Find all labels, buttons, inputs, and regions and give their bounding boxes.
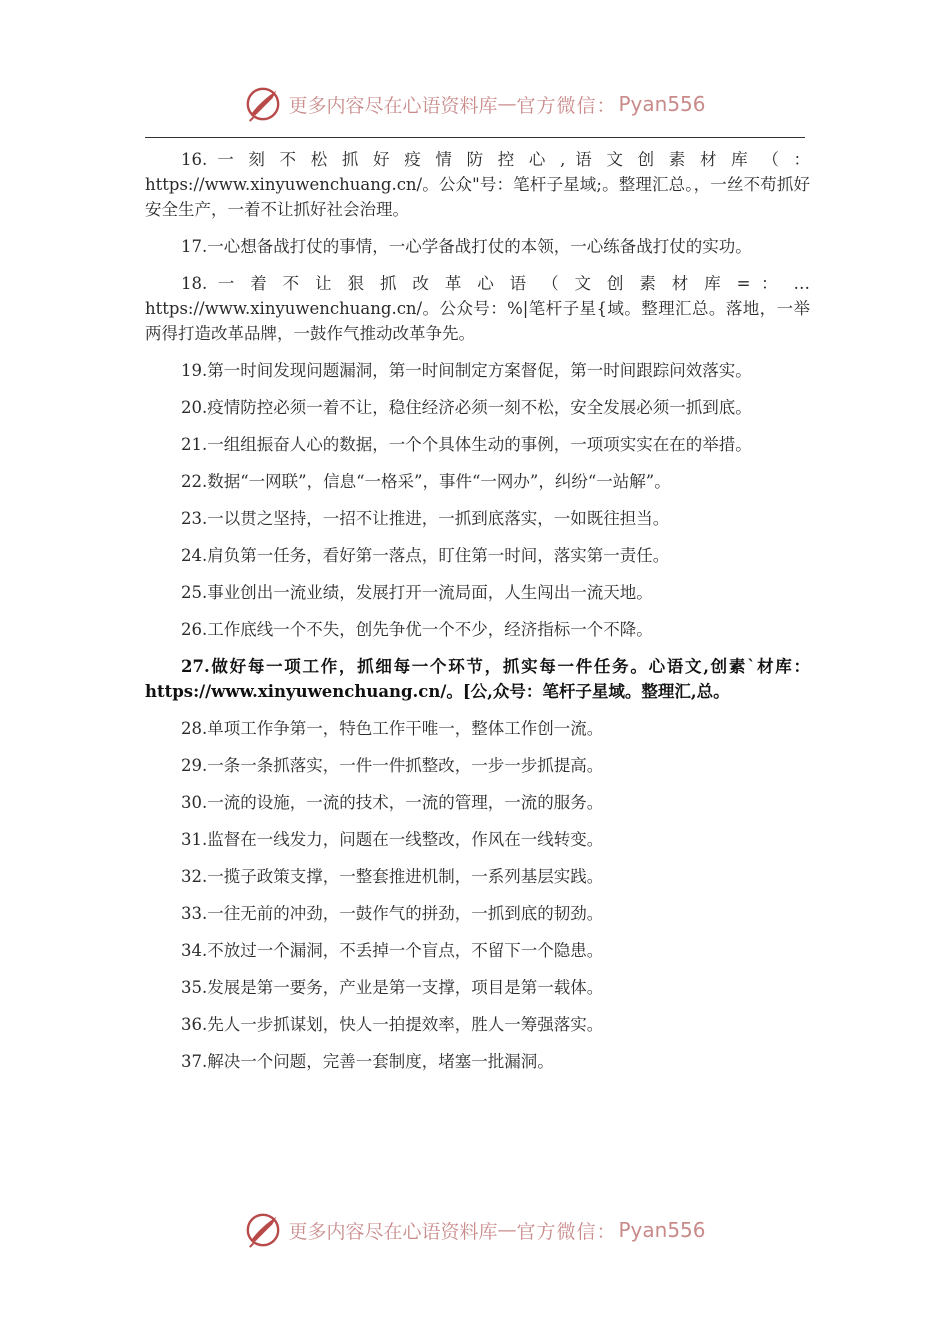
banner-site-text: 更多内容尽在心语资料库 [288, 1220, 498, 1243]
list-item: 20.疫情防控必须一着不让，稳住经济必须一刻不松，安全发展必须一抓到底。 [181, 398, 752, 417]
pen-logo-icon [244, 1211, 282, 1249]
list-item: 18. 一 着 不 让 狠 抓 改 革 心 语 （ 文 创 素 材 库 = ： … https://www.xinyuwenchuang.cn/。公众号：%|笔杆子星{域。整理汇总。落地，一举两得打造改革品牌，一鼓作气推动改革争先。 [145, 274, 810, 343]
list-item: 37.解决一个问题，完善一套制度，堵塞一批漏洞。 [181, 1052, 554, 1071]
list-item: 27.做好每一项工作，抓细每一个环节，抓实每一件任务。心语文,创素`材库：https://www.xinyuwenchuang.cn/。[公,众号：笔杆子星域。整理汇,总。 [145, 657, 810, 701]
list-item: 22.数据“一网联”，信息“一格采”，事件“一网办”，纠纷“一站解”。 [181, 472, 671, 491]
list-item: 25.事业创出一流业绩，发展打开一流局面，人生闯出一流天地。 [181, 583, 653, 602]
header-divider [145, 137, 805, 138]
list-item: 16. 一 刻 不 松 抓 好 疫 情 防 控 心 , 语 文 创 素 材 库 （ ： https://www.xinyuwenchuang.cn/。公众"号：笔杆子星域;。整理汇总。，一丝不苟抓好安全生产，一着不让抓好社会治理。 [145, 150, 810, 219]
list-item: 21.一组组振奋人心的数据，一个个具体生动的事例，一项项实实在在的举措。 [181, 435, 752, 454]
list-item: 36.先人一步抓谋划，快人一拍提效率，胜人一筹强落实。 [181, 1015, 604, 1034]
list-item: 28.单项工作争第一，特色工作干唯一，整体工作创一流。 [181, 719, 604, 738]
banner-wechat-label: 官方微信： [516, 94, 617, 117]
list-item: 35.发展是第一要务，产业是第一支撑，项目是第一载体。 [181, 978, 604, 997]
list-item: 30.一流的设施，一流的技术，一流的管理，一流的服务。 [181, 793, 604, 812]
list-item: 34.不放过一个漏洞，不丢掉一个盲点，不留下一个隐患。 [181, 941, 604, 960]
footer-banner [0, 1208, 950, 1252]
header-banner [0, 82, 950, 126]
banner-dash: — [497, 93, 517, 115]
banner-site-text: 更多内容尽在心语资料库 [288, 94, 498, 117]
banner-wechat-id: Pyan556 [618, 92, 706, 116]
document-body [145, 147, 810, 1086]
list-item: 17.一心想备战打仗的事情，一心学备战打仗的本领，一心练备战打仗的实功。 [181, 237, 752, 256]
list-item: 23.一以贯之坚持，一招不让推进，一抓到底落实，一如既往担当。 [181, 509, 670, 528]
list-item: 19.第一时间发现问题漏洞，第一时间制定方案督促，第一时间跟踪问效落实。 [181, 361, 752, 380]
banner-dash: — [497, 1219, 517, 1241]
list-item: 24.肩负第一任务，看好第一落点，盯住第一时间，落实第一责任。 [181, 546, 670, 565]
banner-wechat-label: 官方微信： [516, 1220, 617, 1243]
list-item: 33.一往无前的冲劲，一鼓作气的拼劲，一抓到底的韧劲。 [181, 904, 604, 923]
pen-logo-icon [244, 85, 282, 123]
list-item: 32.一揽子政策支撑，一整套推进机制，一系列基层实践。 [181, 867, 604, 886]
list-item: 26.工作底线一个不失，创先争优一个不少，经济指标一个不降。 [181, 620, 653, 639]
list-item: 29.一条一条抓落实，一件一件抓整改，一步一步抓提高。 [181, 756, 604, 775]
banner-wechat-id: Pyan556 [618, 1218, 706, 1242]
list-item: 31.监督在一线发力，问题在一线整改，作风在一线转变。 [181, 830, 604, 849]
